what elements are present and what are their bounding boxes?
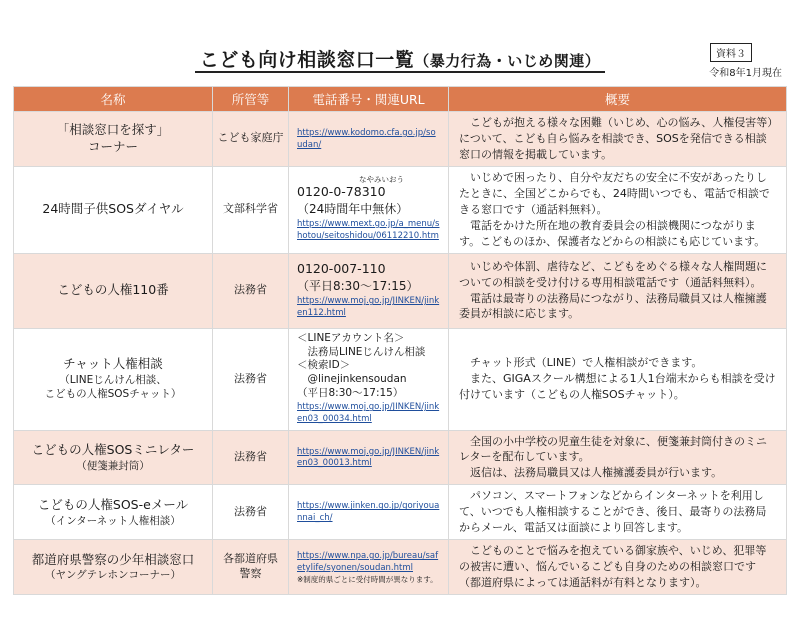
title-subtitle: （暴力行為・いじめ関連） [414, 52, 601, 70]
as-of-date: 令和8年1月現在 [709, 68, 782, 79]
row-org: 法務省 [213, 485, 289, 540]
row-summary: いじめで困ったり、自分や友だちの安全に不安があったりしたときに、全国どこからでも、24時間いつでも、電話で相談できる窓口です（通話料無料）。 電話をかけた所在地の教育委員会の相談機関につながります。こどものほか、保護者などからの相談にも応じています。 [449, 166, 787, 253]
row-contact [289, 540, 449, 595]
table-row [14, 485, 787, 540]
row-org: こども家庭庁 [213, 112, 289, 167]
column-header-org: 所管等 [213, 87, 289, 112]
row-contact [289, 166, 449, 253]
row-org: 法務省 [213, 328, 289, 430]
table-row [14, 328, 787, 430]
column-header-contact: 電話番号・関連URL [289, 87, 449, 112]
url-link[interactable]: https://www.kodomo.cfa.go.jp/soudan/ [297, 128, 436, 150]
document-tag: 資料３ [710, 43, 752, 62]
table-row [14, 112, 787, 167]
row-org: 法務省 [213, 253, 289, 328]
row-contact [289, 112, 449, 167]
url-link[interactable]: https://www.moj.go.jp/JINKEN/jinken03_00034.html [297, 402, 440, 425]
name-subtext: （便箋兼封筒） [76, 459, 150, 472]
row-summary: チャット形式（LINE）で人権相談ができます。 また、GIGAスクール構想による1人1台端末からも相談を受け付けています（こどもの人権SOSチャット）。 [449, 328, 787, 430]
row-name [14, 540, 213, 595]
phone-hours: （24時間年中無休） [297, 201, 409, 216]
url-link[interactable]: https://www.mext.go.jp/a_menu/shotou/seitoshidou/06112210.htm [297, 219, 440, 241]
row-name: 24時間子供SOSダイヤル [14, 166, 213, 253]
row-contact [289, 430, 449, 485]
name-subtext: （ヤングテレホンコーナー） [45, 569, 181, 582]
phone-number[interactable]: 0120-0-78310 [297, 183, 386, 199]
table-row [14, 253, 787, 328]
row-summary: こどものことで悩みを抱えている御家族や、いじめ、犯罪等の被害に遭い、悩んでいるこども自身のための相談窓口です（都道府県によっては通話料が有料となります）。 [449, 540, 787, 595]
url-note: ※制度的県ごとに受付時間が異なります。 [297, 574, 438, 584]
row-name: こどもの人権110番 [14, 253, 213, 328]
row-contact [289, 485, 449, 540]
url-link[interactable]: https://www.moj.go.jp/JINKEN/jinken112.html [297, 296, 440, 319]
row-contact [289, 253, 449, 328]
row-org: 法務省 [213, 430, 289, 485]
row-name [14, 328, 213, 430]
row-summary: パソコン、スマートフォンなどからインターネットを利用して、いつでも人権相談することができ、後日、最寄りの法務局からメール、電話又は面談により回答します。 [449, 485, 787, 540]
url-link[interactable]: https://www.jinken.go.jp/goriyouannai_ch/ [297, 501, 440, 524]
consultation-table [13, 86, 787, 595]
name-text: こどもの人権SOS-eメール [37, 496, 189, 512]
row-summary: 全国の小中学校の児童生徒を対象に、便箋兼封筒付きのミニレターを配布しています。 返信は、法務局職員又は人権擁護委員が行います。 [449, 430, 787, 485]
row-contact [289, 328, 449, 430]
page-title [0, 45, 800, 72]
table-row [14, 166, 787, 253]
name-text: 「相談窓口を探す」 コーナー [56, 122, 170, 154]
name-subtext: （LINEじんけん相談、 こどもの人権SOSチャット） [44, 374, 182, 401]
column-header-name: 名称 [14, 87, 213, 112]
row-summary: いじめや体罰、虐待など、こどもをめぐる様々な人権問題についての相談を受け付ける専用相談電話です（通話料無料）。 電話は最寄りの法務局につながり、法務局職員又は人権擁護委員が相談に応じます。 [449, 253, 787, 328]
row-summary: こどもが抱える様々な困難（いじめ、心の悩み、人権侵害等）について、こども自ら悩みを相談でき、SOSを発信できる相談窓口の情報を掲載しています。 [449, 112, 787, 167]
name-text: こどもの人権SOSミニレター [31, 441, 195, 457]
table-header-row [14, 87, 787, 112]
name-text: 都道府県警察の少年相談窓口 [31, 551, 195, 567]
url-link[interactable]: https://www.npa.go.jp/bureau/safetylife/syonen/soudan.html [297, 551, 439, 573]
row-org: 文部科学省 [213, 166, 289, 253]
phone-number[interactable]: 0120-007-110 [297, 261, 386, 277]
url-link[interactable]: https://www.moj.go.jp/JINKEN/jinken03_00013.html [297, 446, 440, 469]
table-row [14, 430, 787, 485]
name-subtext: （インターネット人権相談） [45, 514, 181, 527]
phone-hours: （平日8:30～17:15） [297, 278, 419, 293]
row-name [14, 430, 213, 485]
phone-ruby: なやみいおう [359, 175, 404, 185]
table-row [14, 540, 787, 595]
line-account-info: ＜LINEアカウント名＞ 法務局LINEじんけん相談 ＜検索ID＞ @linejinkensoudan （平日8:30～17:15） [297, 332, 426, 399]
title-underline [195, 71, 605, 73]
title-main: こども向け相談窓口一覧 [199, 49, 415, 71]
row-org: 各都道府県 警察 [213, 540, 289, 595]
name-text: チャット人権相談 [63, 356, 163, 372]
row-name [14, 112, 213, 167]
row-name [14, 485, 213, 540]
column-header-summary: 概要 [449, 87, 787, 112]
